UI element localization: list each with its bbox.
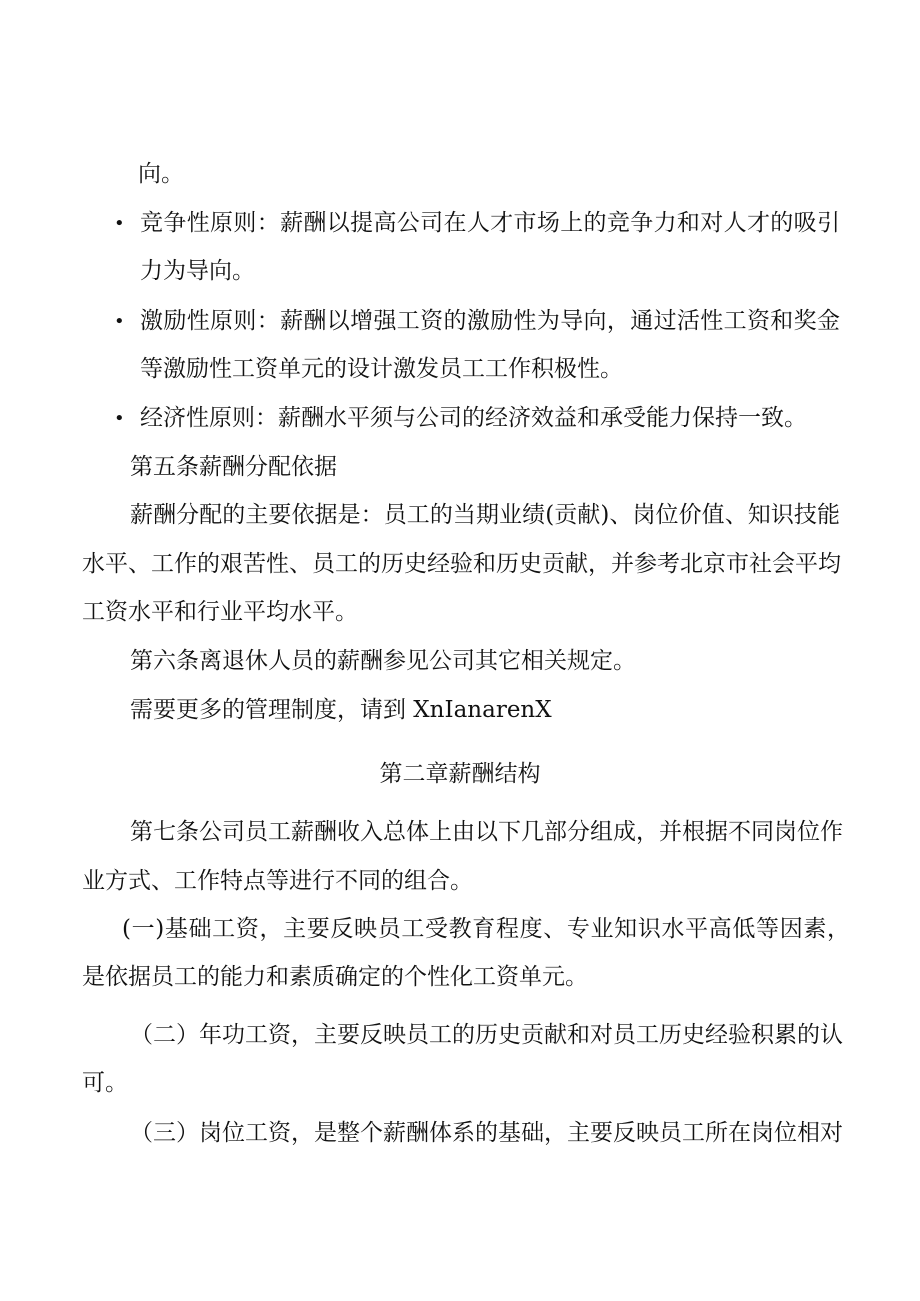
economic-principle-line1: 经济性原则：薪酬水平须与公司的经济效益和承受能力保持一致。 (140, 405, 807, 431)
article5-body-line2: 水平、工作的艰苦性、员工的历史经验和历史贡献，并参考北京市社会平均 (82, 551, 841, 577)
competitive-principle-line2: 力为导向。 (140, 258, 255, 284)
item1-line1: (一)基础工资，主要反映员工受教育程度、专业知识水平高低等因素， (122, 916, 850, 942)
bullet-marker: • (114, 213, 125, 234)
item1-line2: 是依据员工的能力和素质确定的个性化工资单元。 (82, 964, 588, 990)
article5-title: 第五条薪酬分配依据 (130, 454, 337, 480)
incentive-principle-line2: 等激励性工资单元的设计激发员工工作积极性。 (140, 356, 623, 382)
item2-line1: （二）年功工资，主要反映员工的历史贡献和对员工历史经验积累的认 (130, 1022, 843, 1048)
article7-line2: 业方式、工作特点等进行不同的组合。 (82, 868, 473, 894)
carry-over-line: 向。 (138, 161, 184, 187)
more-info-line: 需要更多的管理制度，请到 XnIanarenX (130, 697, 552, 723)
article5-body-line3: 工资水平和行业平均水平。 (82, 599, 358, 625)
competitive-principle-line1: 竞争性原则：薪酬以提高公司在人才市场上的竞争力和对人才的吸引 (140, 210, 840, 236)
article6: 第六条离退休人员的薪酬参见公司其它相关规定。 (130, 648, 636, 674)
item2-line2: 可。 (82, 1070, 128, 1096)
incentive-principle-line1: 激励性原则：薪酬以增强工资的激励性为导向，通过活性工资和奖金 (140, 308, 840, 334)
article7-line1: 第七条公司员工薪酬收入总体上由以下几部分组成，并根据不同岗位作 (130, 819, 843, 845)
chapter2-title: 第二章薪酬结构 (379, 761, 541, 787)
bullet-marker: • (114, 311, 125, 332)
article5-body-line1: 薪酬分配的主要依据是：员工的当期业绩(贡献)、岗位价值、知识技能 (130, 502, 840, 528)
item3-line1: （三）岗位工资，是整个薪酬体系的基础，主要反映员工所在岗位相对 (130, 1120, 843, 1146)
bullet-marker: • (114, 408, 125, 429)
